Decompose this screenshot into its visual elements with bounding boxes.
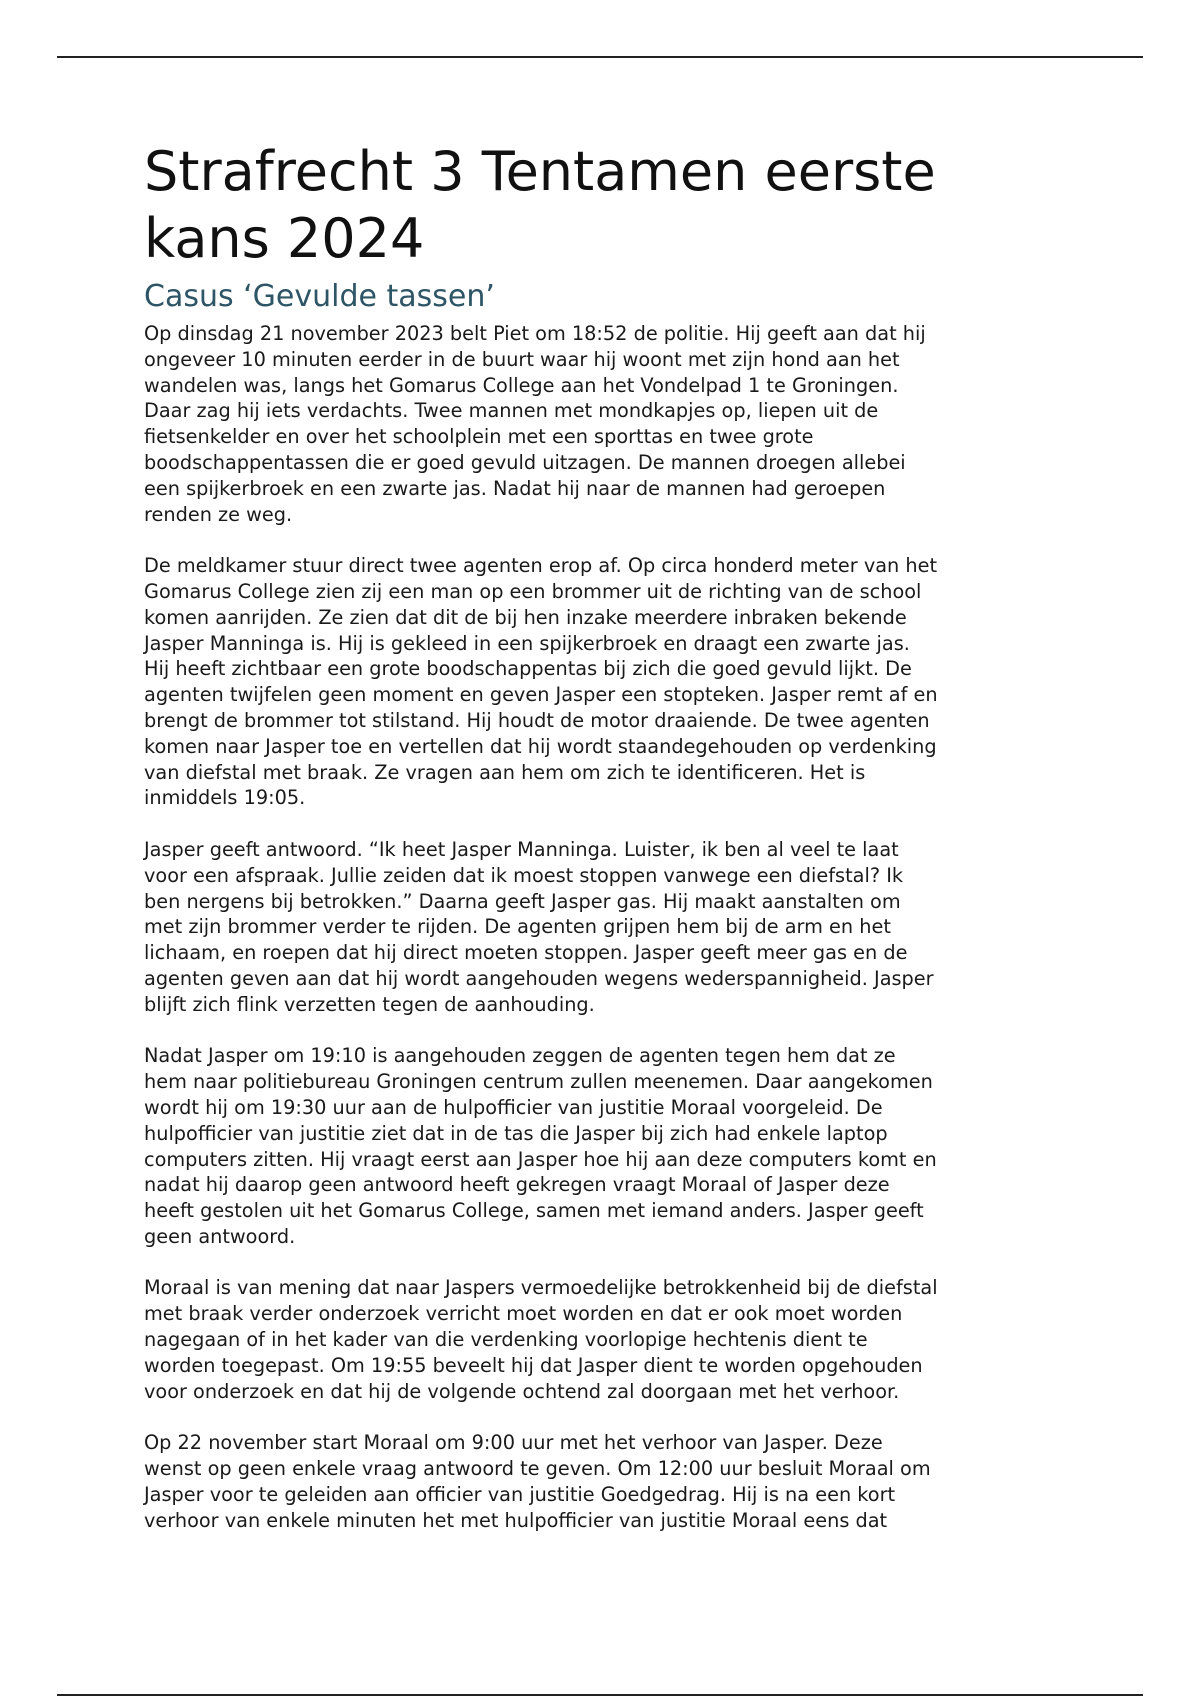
paragraph-1: Op dinsdag 21 november 2023 belt Piet om 18:52 de politie. Hij geeft aan dat hij ongeveer 10 minuten eerder in de buurt waar hij woont met zijn hond aan het wandelen was, langs het Gomarus College aan het Vondelpad 1 te Groningen. Daar zag hij iets verdachts. Twee mannen met mondkapjes op, liepen uit de fietsenkelder en over het schoolplein met een sporttas en twee grote boodschappentassen die er goed gevuld uitzagen. De mannen droegen allebei een spijkerbroek en een zwarte jas. Nadat hij naar de mannen had geroepen renden ze weg.	[144, 322, 926, 526]
paragraph-3: Jasper geeft antwoord. “Ik heet Jasper Manninga. Luister, ik ben al veel te laat voor een afspraak. Jullie zeiden dat ik moest stoppen vanwege een diefstal? Ik ben nergens bij betrokken.” Daarna geeft Jasper gas. Hij maakt aanstalten om met zijn brommer verder te rijden. De agenten grijpen hem bij de arm en het lichaam, en roepen dat hij direct moeten stoppen. Jasper geeft meer gas en de agenten geven aan dat hij wordt aangehouden wegens wederspannigheid. Jasper blijft zich flink verzetten tegen de aanhouding.	[144, 837, 934, 1016]
case-heading: Casus ‘Gevulde tassen’	[144, 279, 495, 314]
document-title: Strafrecht 3 Tentamen eerste kans 2024	[144, 140, 936, 270]
footer-rule	[57, 1694, 1143, 1696]
paragraph-2: De meldkamer stuur direct twee agenten erop af. Op circa honderd meter van het Gomarus College zien zij een man op een brommer uit de richting van de school komen aanrijden. Ze zien dat dit de bij hen inzake meerdere inbraken bekende Jasper Manninga is. Hij is gekleed in een spijkerbroek en draagt een zwarte jas. Hij heeft zichtbaar een grote boodschappentas bij zich die goed gevuld lijkt. De agenten twijfelen geen moment en geven Jasper een stopteken. Jasper remt af en brengt de brommer tot stilstand. Hij houdt de motor draaiende. De twee agenten komen naar Jasper toe en vertellen dat hij wordt staandegehouden op verdenking van diefstal met braak. Ze vragen aan hem om zich te identificeren. Het is inmiddels 19:05.	[144, 554, 938, 810]
header-rule	[57, 56, 1143, 58]
paragraph-5: Moraal is van mening dat naar Jaspers vermoedelijke betrokkenheid bij de diefstal met braak verder onderzoek verricht moet worden en dat er ook moet worden nagegaan of in het kader van die verdenking voorlopige hechtenis dient te worden toegepast. Om 19:55 beveelt hij dat Jasper dient te worden opgehouden voor onderzoek en dat hij de volgende ochtend zal doorgaan met het verhoor.	[144, 1276, 938, 1403]
paragraph-4: Nadat Jasper om 19:10 is aangehouden zeggen de agenten tegen hem dat ze hem naar politiebureau Groningen centrum zullen meenemen. Daar aangekomen wordt hij om 19:30 uur aan de hulpofficier van justitie Moraal voorgeleid. De hulpofficier van justitie ziet dat in de tas die Jasper bij zich had enkele laptop computers zitten. Hij vraagt eerst aan Jasper hoe hij aan deze computers komt en nadat hij daarop geen antwoord heeft gekregen vraagt Moraal of Jasper deze heeft gestolen uit het Gomarus College, samen met iemand anders. Jasper geeft geen antwoord.	[144, 1044, 937, 1248]
paragraph-6: Op 22 november start Moraal om 9:00 uur met het verhoor van Jasper. Deze wenst op geen enkele vraag antwoord te geven. Om 12:00 uur besluit Moraal om Jasper voor te geleiden aan officier van justitie Goedgedrag. Hij is na een kort verhoor van enkele minuten het met hulpofficier van justitie Moraal eens dat	[144, 1431, 931, 1532]
document-body	[144, 138, 1074, 1559]
